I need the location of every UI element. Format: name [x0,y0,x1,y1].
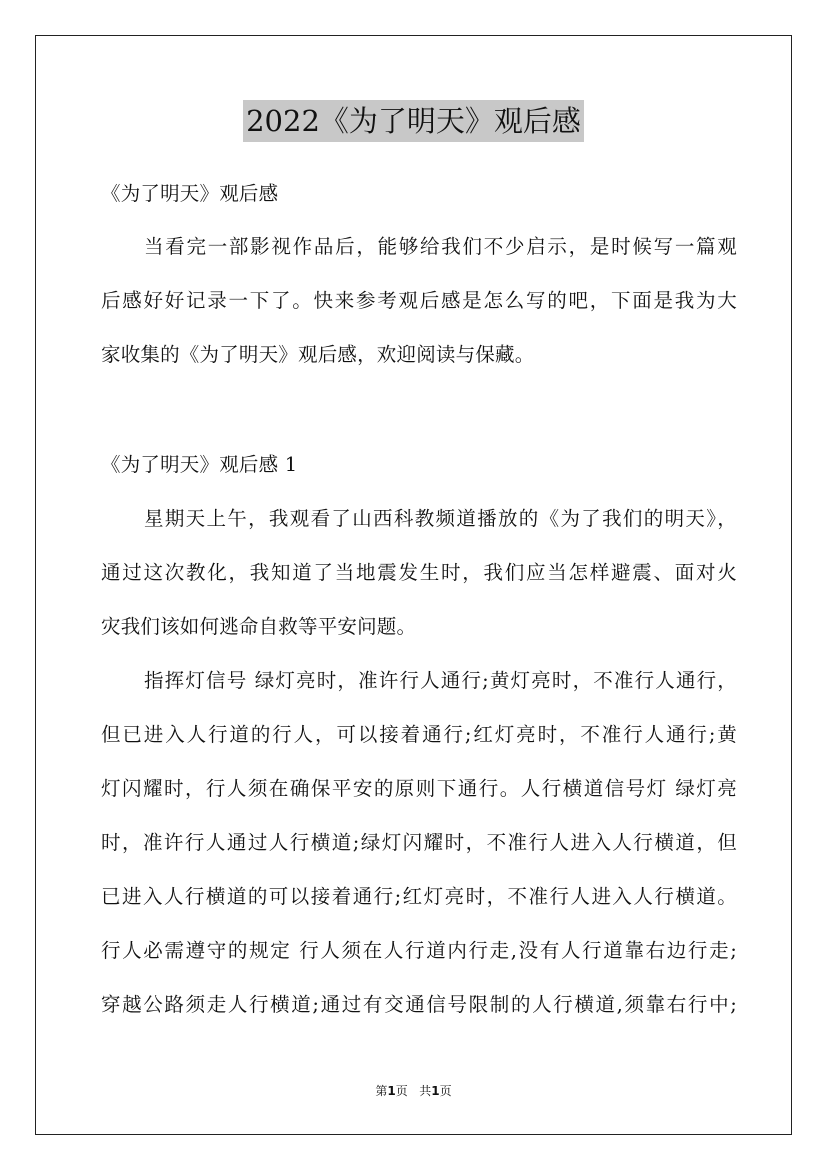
title-container [0,100,827,142]
section-heading: 《为了明天》观后感 1 [101,453,298,476]
intro-line: 家收集的《为了明天》观后感，欢迎阅读与保藏。 [101,343,535,366]
paragraph2-line: 已进入人行横道的可以接着通行;红灯亮时，不准行人进入人行横道。 [101,885,737,908]
document-title: 2022《为了明天》观后感 [243,100,584,142]
footer-page-suffix: 页 [395,1084,408,1098]
paragraph1-line: 星期天上午，我观看了山西科教频道播放的《为了我们的明天》， [144,507,737,530]
footer-page-number: 1 [387,1084,396,1098]
intro-line: 当看完一部影视作品后，能够给我们不少启示，是时候写一篇观 [144,235,737,258]
subtitle: 《为了明天》观后感 [101,182,279,205]
footer-total-prefix: 共 [419,1084,432,1098]
paragraph2-line: 时，准许行人通过人行横道;绿灯闪耀时，不准行人进入人行横道，但 [101,831,737,854]
footer-page-prefix: 第 [375,1084,388,1098]
paragraph2-line: 行人必需遵守的规定 行人须在人行道内行走,没有人行道靠右边行走; [101,939,737,962]
paragraph1-line: 灾我们该如何逃命自救等平安问题。 [101,615,417,638]
page-footer [0,1083,827,1099]
paragraph2-line: 穿越公路须走人行横道;通过有交通信号限制的人行横道,须靠右行中; [101,993,737,1016]
paragraph2-line: 但已进入人行道的行人，可以接着通行;红灯亮时，不准行人通行;黄 [101,723,737,746]
paragraph2-line: 灯闪耀时，行人须在确保平安的原则下通行。人行横道信号灯 绿灯亮 [101,777,737,800]
paragraph2-line: 指挥灯信号 绿灯亮时，准许行人通行;黄灯亮时，不准行人通行， [144,669,737,692]
intro-line: 后感好好记录一下了。快来参考观后感是怎么写的吧，下面是我为大 [101,289,737,312]
paragraph1-line: 通过这次教化，我知道了当地震发生时，我们应当怎样避震、面对火 [101,561,737,584]
footer-total-suffix: 页 [439,1084,452,1098]
footer-total-number: 1 [431,1084,440,1098]
